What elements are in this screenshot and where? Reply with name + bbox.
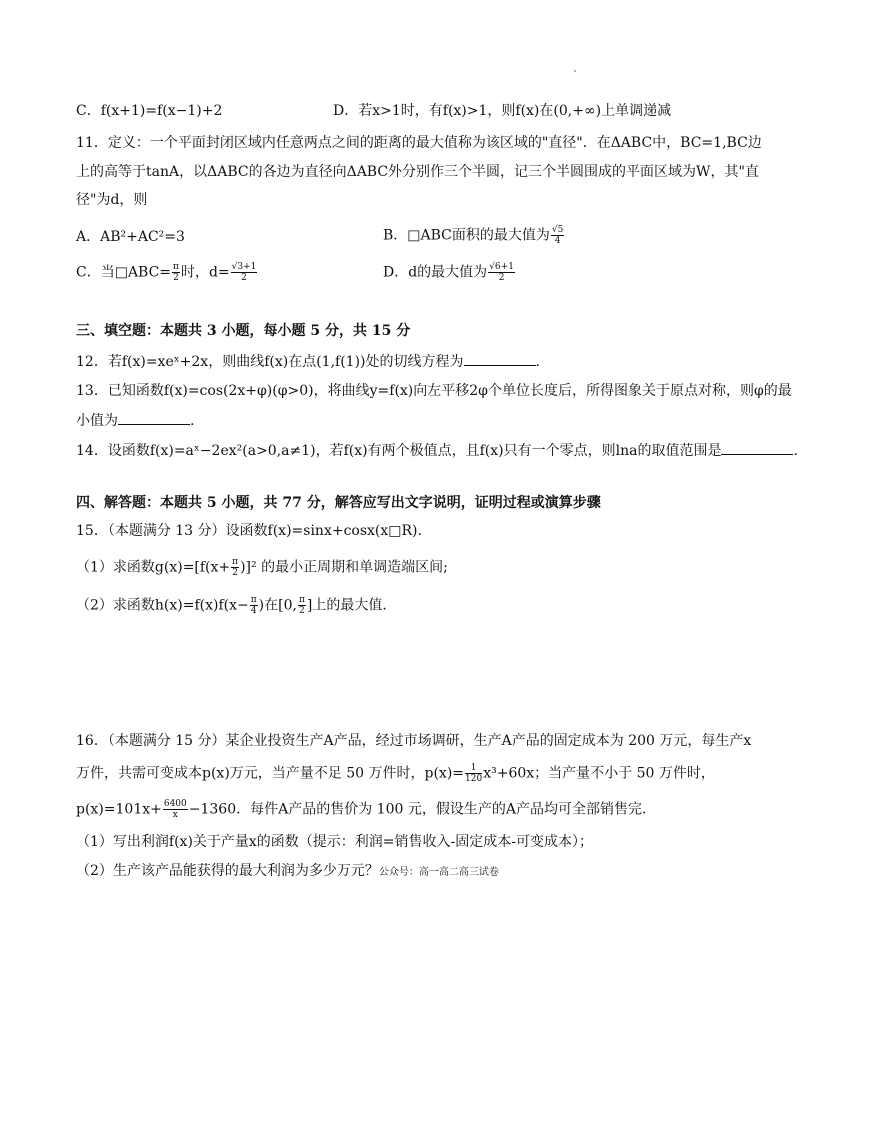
q14: 14．设函数f(x)=aˣ−2ex²(a>0,a≠1)，若f(x)有两个极值点，且f(x)只有一个零点，则lna的取值范围是 . [76,440,798,461]
fraction-denominator: 2 [173,273,179,283]
answer-blank [464,351,536,366]
q11-option-a: A．AB²+AC²=3 [76,229,185,245]
q11-option-b [383,225,565,246]
q11-stem-line1: 11．定义：一个平面封闭区域内任意两点之间的距离的最大值称为该区域的"直径"．在ΔABC中，BC=1,BC边 [76,135,762,151]
fraction [488,262,515,283]
q15-part2-text3: ]上的最大值. [306,597,387,614]
q16-part2 [76,861,499,883]
fraction [551,225,564,246]
q11-option-d-text: D．d的最大值为 [383,264,488,281]
fraction-denominator: 120 [465,774,483,784]
fraction-numerator: 6400 [163,799,187,809]
q11-option-c [76,262,258,283]
fraction-numerator: π [173,262,179,272]
section-3-heading: 三、填空题：本题共 3 小题，每小题 5 分，共 15 分 [76,323,411,339]
q15-part2 [76,595,387,616]
fraction [250,595,258,616]
q11-option-c-text: C．当□ABC= [76,264,172,281]
fraction [231,557,239,578]
q12-text: 12．若f(x)=xeˣ+2x，则曲线f(x)在点(1,f(1))处的切线方程为 [76,354,464,370]
fraction-denominator: 4 [554,236,561,246]
fraction [172,262,180,283]
fraction-denominator: x [172,810,178,820]
q16-stem-line2 [76,763,715,784]
fraction-numerator: √3+1 [231,262,257,272]
fraction-denominator: 2 [299,606,305,616]
fraction-numerator: 1 [465,763,482,774]
q14-text: 14．设函数f(x)=aˣ−2ex²(a>0,a≠1)，若f(x)有两个极值点，且f(x)只有一个零点，则lna的取值范围是 [76,443,722,459]
fraction-denominator: 2 [241,273,247,283]
q13-line2: 小值为 . [76,410,194,431]
fraction [465,763,482,784]
q16-part1: （1）写出利润f(x)关于产量x的函数（提示：利润=销售收入-固定成本-可变成本）； [76,834,593,850]
fraction [298,595,306,616]
fraction-numerator: √5 [551,225,564,235]
section-4-heading: 四、解答题：本题共 5 小题，共 77 分，解答应写出文字说明，证明过程或演算步骤 [76,495,601,511]
fraction [231,262,258,283]
q16-text: 万件，共需可变成本p(x)万元，当产量不足 50 万件时，p(x)= [76,765,465,782]
fraction-denominator: 4 [250,606,257,616]
watermark-note: 公众号：高一高二高三试卷 [378,867,499,878]
q11-stem-line3: 径"为d，则 [76,192,148,208]
fraction-numerator: π [232,557,239,567]
q10-option-d: D．若x>1时，有f(x)>1，则f(x)在(0,+∞)上单调递减 [333,103,672,119]
fraction-numerator: π [250,595,257,605]
q15-stem: 15．（本题满分 13 分）设函数f(x)=sinx+cosx(x□R). [76,523,422,539]
q11-option-d [383,262,516,283]
fraction-denominator: 2 [232,568,238,578]
q11-option-b-text: B．□ABC面积的最大值为 [383,227,550,244]
q15-part2-text2: )在[0, [258,597,297,614]
q16-part2-text: （2）生产该产品能获得的最大利润为多少万元？ [76,863,379,879]
q12: 12．若f(x)=xeˣ+2x，则曲线f(x)在点(1,f(1))处的切线方程为 . [76,351,540,372]
q11-option-c-text2: 时，d= [180,264,230,281]
fraction [163,799,188,820]
q16-stem-line3 [76,799,646,820]
q10-option-c: C．f(x+1)=f(x−1)+2 [76,103,223,119]
q16-stem-line1: 16．（本题满分 15 分）某企业投资生产A产品，经过市场调研，生产A产品的固定成本为 200 万元，每生产x [76,733,752,749]
q11-stem-line2: 上的高等于tanA，以ΔABC的各边为直径向ΔABC外分别作三个半圆，记三个半圆围成的平面区域为W，其"直 [76,164,759,180]
fraction-denominator: 2 [498,273,505,283]
q15-part1-text2: )]² 的最小正周期和单调造端区间; [240,559,448,576]
q15-part1 [76,557,448,578]
q15-part2-text: （2）求函数h(x)=f(x)f(x− [76,597,249,614]
fraction-numerator: π [298,595,305,605]
stray-dot [574,70,576,72]
q15-part1-text: （1）求函数g(x)=[f(x+ [76,559,231,576]
answer-blank [721,440,793,455]
q13-text: 小值为 [76,413,118,429]
answer-blank [118,410,190,425]
q16-text4: −1360．每件A产品的售价为 100 元，假设生产的A产品均可全部销售完. [188,801,647,818]
q13-line1: 13．已知函数f(x)=cos(2x+φ)(φ>0)，将曲线y=f(x)向左平移2φ个单位长度后，所得图象关于原点对称，则φ的最 [76,383,792,399]
fraction-numerator: √6+1 [489,262,514,272]
q16-text2: x³+60x；当产量不小于 50 万件时， [483,765,715,782]
q16-text3: p(x)=101x+ [76,801,162,818]
